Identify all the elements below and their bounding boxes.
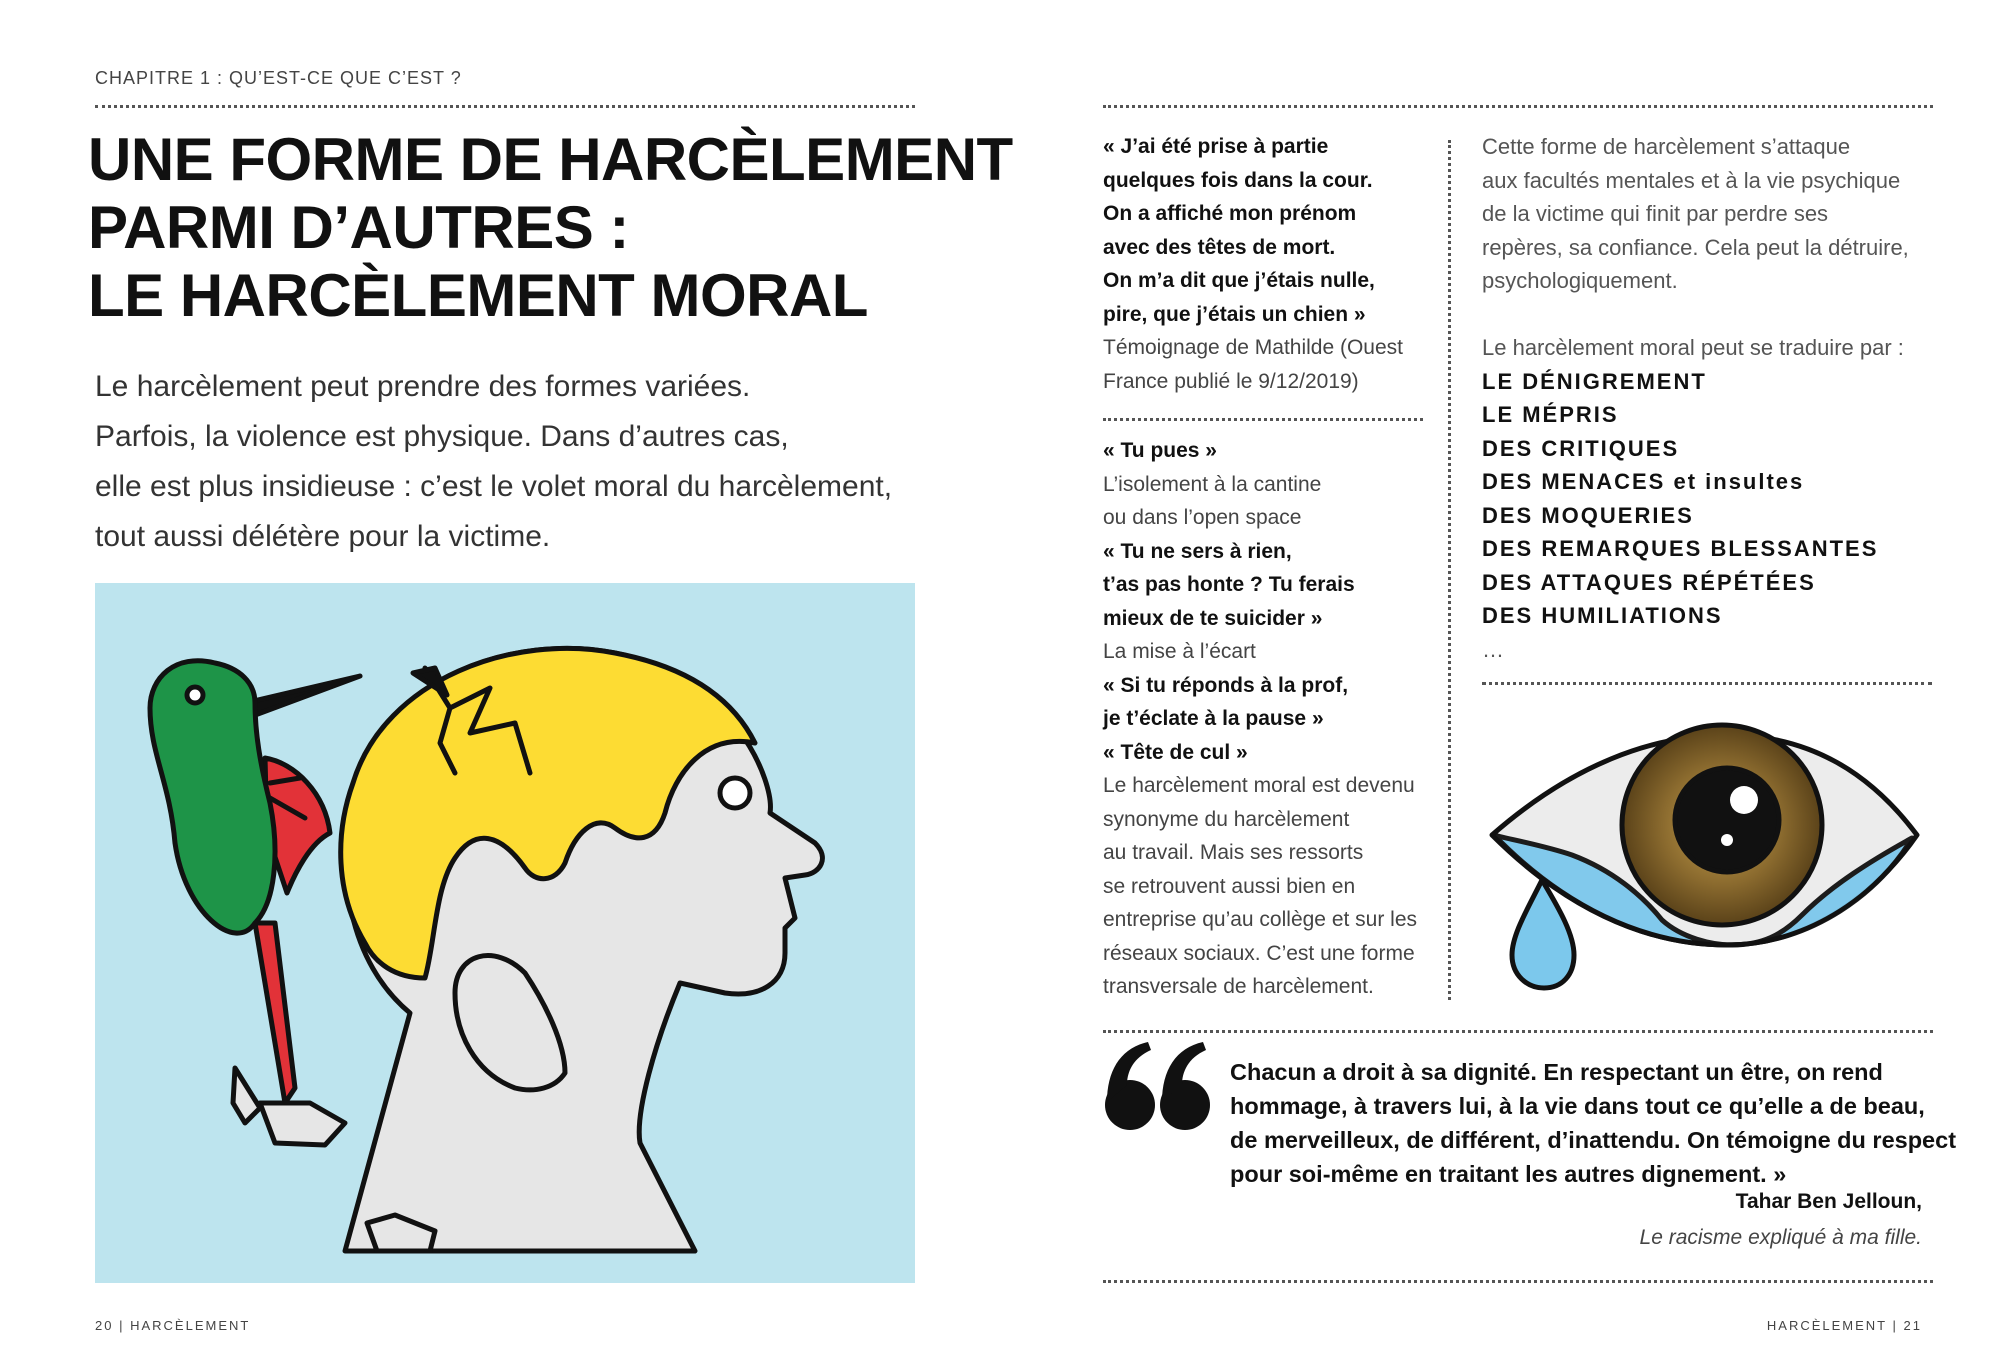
testimony-line: pire, que j’étais un chien » [1103,302,1366,326]
example-line: « Si tu réponds à la prof, [1103,673,1349,697]
running-title: HARCÈLEMENT [130,1318,251,1333]
quote-source: Le racisme expliqué à ma fille. [1639,1226,1922,1249]
example-line: Le harcèlement moral est devenu [1103,774,1415,797]
intro-line: Le harcèlement peut prendre des formes variées. [95,370,751,403]
column-divider [1448,140,1451,1000]
quote-line: Chacun a droit à sa dignité. En respectant un être, on rend [1230,1059,1883,1085]
intro-line: tout aussi délétère pour la victime. [95,520,551,553]
example-line: « Tu pues » [1103,439,1217,462]
divider [1103,418,1423,421]
testimony-line: On a affiché mon prénom [1103,202,1357,225]
definition-column [1482,130,1932,666]
folio-separator: | [119,1318,131,1333]
example-line: se retrouvent aussi bien en [1103,874,1356,898]
crying-eye-illustration [1482,720,1932,1005]
example-line: au travail. Mais ses ressorts [1103,841,1364,864]
example-line: La mise à l’écart [1103,640,1256,663]
divider [1482,682,1932,685]
list-lead: Le harcèlement moral peut se traduire par : [1482,335,1904,360]
example-line: entreprise qu’au collège et sur les [1103,908,1418,931]
testimony-source: France publié le 9/12/2019) [1103,369,1359,393]
folio-right [1767,1318,1922,1333]
definition-line: de la victime qui finit par perdre ses [1482,201,1829,226]
quote-line: de merveilleux, de différent, d’inattendu. On témoigne du respect [1230,1127,1957,1153]
quote-mark-glyph [1103,1040,1213,1135]
list-ellipsis: … [1482,636,1504,662]
intro-line: elle est plus insidieuse : c’est le volet moral du harcèlement, [95,470,893,503]
list-item: DES HUMILIATIONS [1482,603,1723,628]
page-number: 21 [1903,1318,1922,1333]
list-item: DES MOQUERIES [1482,502,1694,528]
example-line: t’as pas honte ? Tu ferais [1103,573,1355,596]
woodpecker-head-icon [95,583,915,1283]
intro-paragraph [95,362,925,562]
testimony-column [1103,130,1428,398]
list-item: LE DÉNIGREMENT [1482,368,1707,394]
list-item: DES CRITIQUES [1482,435,1680,461]
testimony-line: « J’ai été prise à partie [1103,135,1329,158]
list-item: DES MENACES et insultes [1482,469,1805,494]
list-item: LE MÉPRIS [1482,402,1619,427]
divider [1103,105,1933,108]
example-line: réseaux sociaux. C’est une forme [1103,941,1415,965]
example-line: « Tête de cul » [1103,740,1248,764]
title-line: PARMI D’AUTRES : [88,194,629,261]
definition-line: repères, sa confiance. Cela peut la détruire, [1482,234,1909,260]
example-line: ou dans l’open space [1103,506,1302,529]
definition-line: aux facultés mentales et à la vie psychique [1482,167,1901,193]
quote-line: pour soi-même en traitant les autres dignement. » [1230,1161,1787,1187]
quote-author: Tahar Ben Jelloun, [1735,1190,1922,1213]
example-line: mieux de te suicider » [1103,606,1323,630]
list-item: DES REMARQUES BLESSANTES [1482,536,1879,561]
testimony-line: avec des têtes de mort. [1103,235,1336,259]
definition-line: Cette forme de harcèlement s’attaque [1482,134,1851,159]
title-line: UNE FORME DE HARCÈLEMENT [88,126,1013,193]
page-title [88,126,1013,330]
intro-line: Parfois, la violence est physique. Dans d’autres cas, [95,420,789,453]
divider [95,105,915,108]
chapter-heading: CHAPITRE 1 : QU’EST-CE QUE C’EST ? [95,68,462,88]
divider [1103,1280,1933,1283]
definition-line: psychologiquement. [1482,268,1678,293]
testimony-line: On m’a dit que j’étais nulle, [1103,269,1375,292]
example-line: synonyme du harcèlement [1103,807,1350,831]
folio-left [95,1318,250,1333]
list-item: DES ATTAQUES RÉPÉTÉES [1482,569,1816,595]
page-number: 20 [95,1318,114,1333]
example-line: transversale de harcèlement. [1103,975,1374,998]
example-line: je t’éclate à la pause » [1103,707,1324,730]
testimony-source: Témoignage de Mathilde (Ouest [1103,336,1403,359]
testimony-line: quelques fois dans la cour. [1103,168,1373,192]
example-line: « Tu ne sers à rien, [1103,539,1292,563]
quote-mark-icon [1103,1040,1213,1135]
divider [1103,1030,1933,1033]
title-line: LE HARCÈLEMENT MORAL [88,262,868,329]
crying-eye-icon [1482,720,1932,1005]
running-title: HARCÈLEMENT [1766,1318,1887,1333]
woodpecker-illustration [95,583,915,1283]
examples-column [1103,434,1428,1004]
quote-line: hommage, à travers lui, à la vie dans tout ce qu’elle a de beau, [1230,1093,1925,1119]
quote-text [1230,1055,1957,1191]
folio-separator: | [1892,1318,1904,1333]
example-line: L’isolement à la cantine [1103,472,1322,496]
